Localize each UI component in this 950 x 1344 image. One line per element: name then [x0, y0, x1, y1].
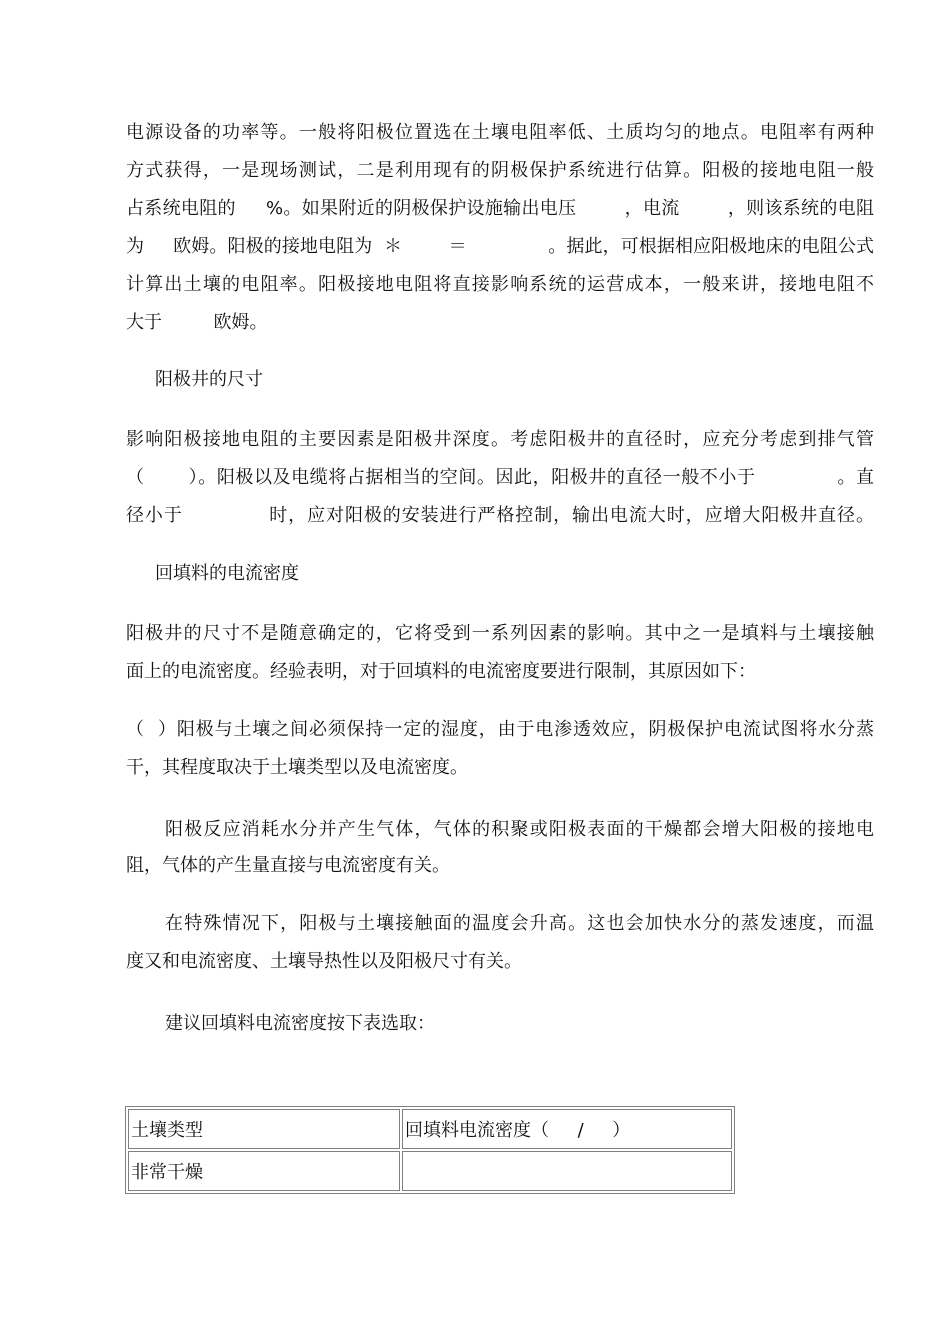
paragraph-line: （ ）。阳极以及电缆将占据相当的空间。因此，阳极井的直径一般不小于 。直 [126, 467, 874, 488]
paragraph-line: （ ）阳极与土壤之间必须保持一定的湿度，由于电渗透效应，阴极保护电流试图将水分蒸 [126, 719, 874, 740]
paragraph-line: 径小于 时，应对阳极的安装进行严格控制，输出电流大时，应增大阳极井直径。 [126, 505, 874, 526]
paragraph-line: 电源设备的功率等。一般将阳极位置选在土壤电阻率低、土质均匀的地点。电阻率有两种 [126, 122, 874, 143]
paragraph-line: 为 欧姆。阳极的接地电阻为 ＊ ＝ 。据此，可根据相应阳极地床的电阻公式 [126, 236, 874, 257]
paragraph-line: 计算出土壤的电阻率。阳极接地电阻将直接影响系统的运营成本，一般来讲，接地电阻不 [126, 274, 874, 295]
paragraph-line: 阻，气体的产生量直接与电流密度有关。 [126, 855, 450, 876]
table-header-row [128, 1109, 732, 1149]
paragraph-line: 大于 欧姆。 [126, 312, 268, 333]
current-density-table [125, 1106, 735, 1194]
paragraph-line: 度又和电流密度、土壤导热性以及阳极尺寸有关。 [126, 951, 522, 972]
table-row [128, 1151, 732, 1191]
section-heading: 阳极井的尺寸 [155, 369, 263, 390]
paragraph-line: 干，其程度取决于土壤类型以及电流密度。 [126, 757, 468, 778]
paragraph-line: 面上的电流密度。经验表明，对于回填料的电流密度要进行限制，其原因如下： [126, 661, 756, 682]
paragraph-line: 占系统电阻的 %。如果附近的阴极保护设施输出电压 ，电流 ，则该系统的电阻 [126, 198, 874, 219]
table-header-cell: 土壤类型 [128, 1109, 400, 1149]
paragraph-line: 在特殊情况下，阳极与土壤接触面的温度会升高。这也会加快水分的蒸发速度，而温 [165, 913, 874, 934]
paragraph-line: 建议回填料电流密度按下表选取： [165, 1013, 435, 1034]
table-header-cell: 回填料电流密度（ / ） [402, 1109, 732, 1149]
section-heading: 回填料的电流密度 [155, 563, 299, 584]
paragraph-line: 阳极反应消耗水分并产生气体，气体的积聚或阳极表面的干燥都会增大阳极的接地电 [165, 819, 874, 840]
table-cell [402, 1151, 732, 1191]
paragraph-line: 阳极井的尺寸不是随意确定的，它将受到一系列因素的影响。其中之一是填料与土壤接触 [126, 623, 874, 644]
paragraph-line: 方式获得，一是现场测试，二是利用现有的阴极保护系统进行估算。阳极的接地电阻一般 [126, 160, 874, 181]
table-cell: 非常干燥 [128, 1151, 400, 1191]
paragraph-line: 影响阳极接地电阻的主要因素是阳极井深度。考虑阳极井的直径时，应充分考虑到排气管 [126, 429, 874, 450]
